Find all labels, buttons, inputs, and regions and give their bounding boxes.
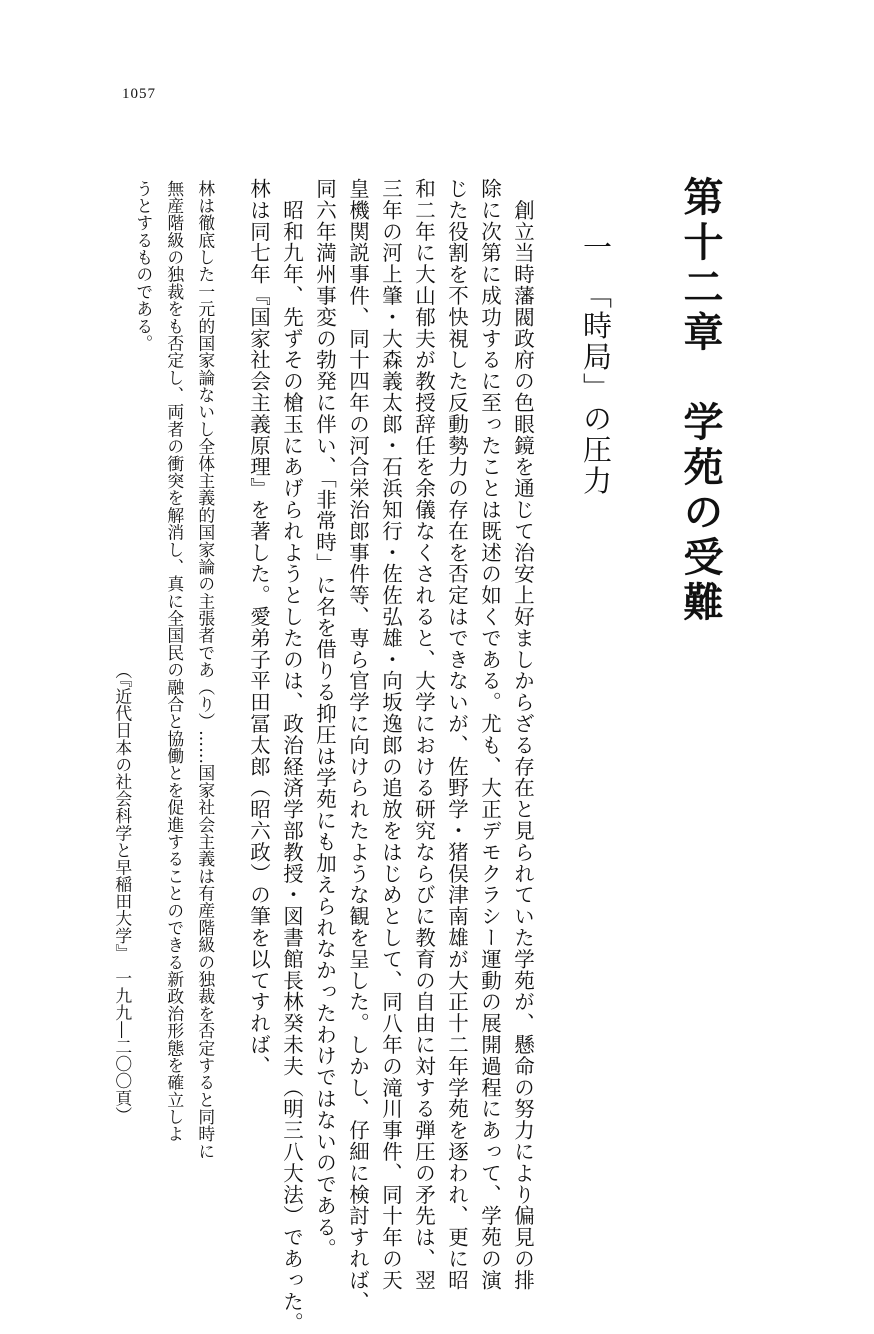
quote-line: 林は徹底した一元的国家論ないし全体主義的国家論の主張者であ（り）……国家社会主義は有産階級の独裁を否定すると同時に <box>195 180 216 1160</box>
body-line: 林は同七年『国家社会主義原理』を著した。愛弟子平田冨太郎（昭六政）の筆を以てすれば、 <box>246 178 271 1077</box>
body-line: 昭和九年、先ずその槍玉にあげられようとしたのは、政治経済学部教授・図書館長林癸未夫（明三八大法）であった。 <box>279 178 304 1334</box>
chapter-title: 第十二章 学苑の受難 <box>677 176 724 626</box>
body-line: じた役割を不快視した反動勢力の存在を否定はできないが、佐野学・猪俣津南雄が大正十二年学苑を逐われ、更に昭 <box>444 178 469 1291</box>
body-line: 創立当時藩閥政府の色眼鏡を通じて治安上好ましからざる存在と見られていた学苑が、懸命の努力により偏見の排 <box>510 178 535 1291</box>
body-line: 和二年に大山郁夫が教授辞任を余儀なくされると、大学における研究ならびに教育の自由に対する弾圧の矛先は、翌 <box>411 178 436 1291</box>
body-line: 同六年満州事変の勃発に伴い、「非常時」に名を借りる抑圧は学苑にも加えられなかったわけではないのである。 <box>312 178 337 1260</box>
page-number: 1057 <box>122 86 156 102</box>
section-title: 一 「時局」の圧力 <box>579 232 613 497</box>
quote-line: 無産階級の独裁をも否定し、両者の衝突を解消し、真に全国民の融合と協働とを促進することのできる新政治形態を確立しよ <box>164 180 185 1143</box>
body-line: 皇機関説事件、同十四年の河合栄治郎事件等、専ら官学に向けられたような観を呈した。しかし、仔細に検討すれば、 <box>345 178 370 1313</box>
body-line: 三年の河上肇・大森義太郎・石浜知行・佐佐弘雄・向坂逸郎の追放をはじめとして、同八年の滝川事件、同十年の天 <box>378 178 403 1291</box>
quote-line: うとするものである。 <box>133 180 154 352</box>
quote-citation: （『近代日本の社会科学と早稲田大学』 一九九―二〇〇頁） <box>112 662 133 1124</box>
body-line: 除に次第に成功するに至ったことは既述の如くである。尤も、大正デモクラシー運動の展開過程にあって、学苑の演 <box>477 178 502 1291</box>
